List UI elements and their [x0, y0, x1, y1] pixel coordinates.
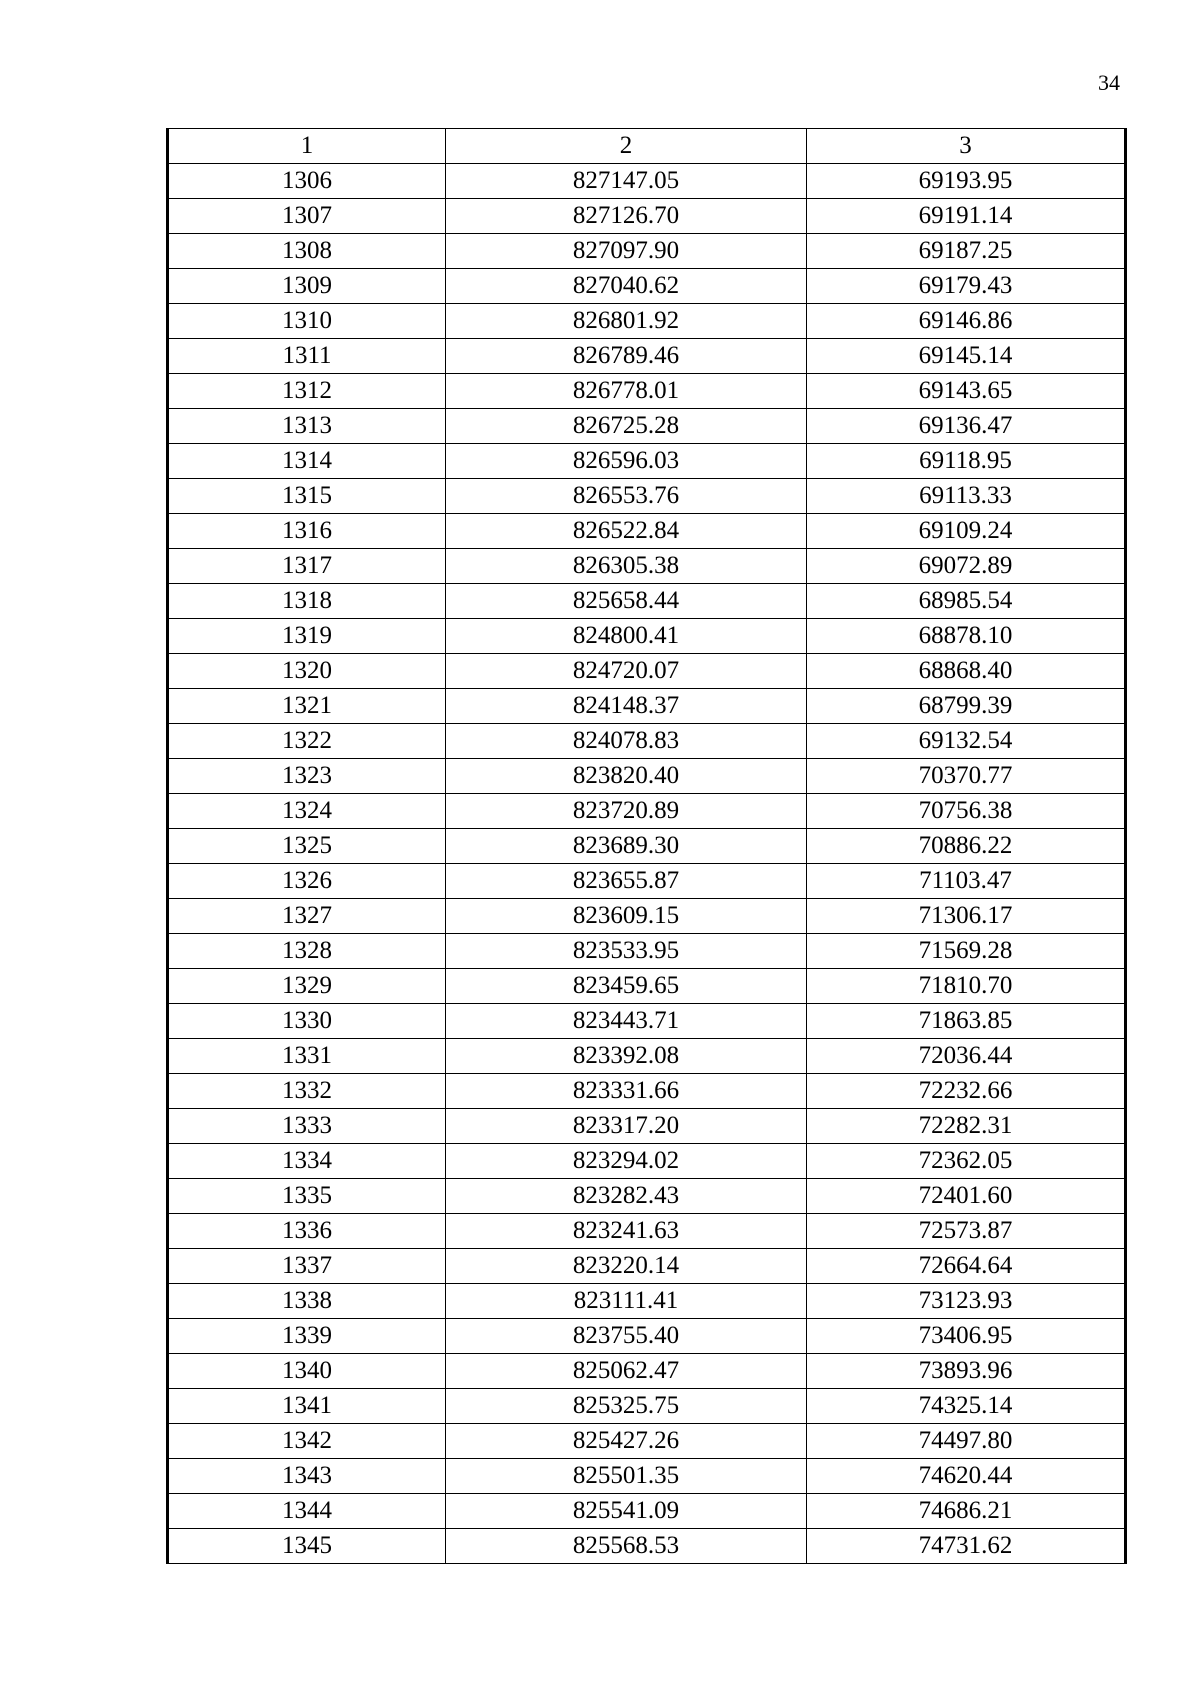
- table-cell-col-1: 1331: [168, 1039, 446, 1074]
- table-cell-col-1: 1336: [168, 1214, 446, 1249]
- table-cell-col-1: 1320: [168, 654, 446, 689]
- table-row: [168, 934, 1126, 969]
- table-cell-col-3: 69118.95: [807, 444, 1126, 479]
- table-cell-col-2: 823241.63: [446, 1214, 807, 1249]
- table-cell-col-3: 74620.44: [807, 1459, 1126, 1494]
- table-cell-col-3: 72573.87: [807, 1214, 1126, 1249]
- table-cell-col-1: 1324: [168, 794, 446, 829]
- table-cell-col-3: 71306.17: [807, 899, 1126, 934]
- table-row: [168, 199, 1126, 234]
- table-cell-col-1: 1313: [168, 409, 446, 444]
- table-cell-col-3: 71103.47: [807, 864, 1126, 899]
- table-cell-col-2: 823294.02: [446, 1144, 807, 1179]
- table-row: [168, 269, 1126, 304]
- table-cell-col-2: 823111.41: [446, 1284, 807, 1319]
- table-cell-col-2: 824720.07: [446, 654, 807, 689]
- table-row: [168, 969, 1126, 1004]
- table-cell-col-2: 823282.43: [446, 1179, 807, 1214]
- table-cell-col-1: 1306: [168, 164, 446, 199]
- table-cell-col-1: 1322: [168, 724, 446, 759]
- table-cell-col-3: 69187.25: [807, 234, 1126, 269]
- table-row: [168, 374, 1126, 409]
- table-cell-col-2: 825427.26: [446, 1424, 807, 1459]
- table-cell-col-2: 825062.47: [446, 1354, 807, 1389]
- table-cell-col-1: 1321: [168, 689, 446, 724]
- table-row: [168, 829, 1126, 864]
- table-row: [168, 164, 1126, 199]
- table-cell-col-2: 824148.37: [446, 689, 807, 724]
- table-row: [168, 1214, 1126, 1249]
- coordinates-table: [166, 128, 1127, 1564]
- table-row: [168, 234, 1126, 269]
- table-cell-col-2: 823443.71: [446, 1004, 807, 1039]
- table-row: [168, 1319, 1126, 1354]
- table-cell-col-3: 72282.31: [807, 1109, 1126, 1144]
- page-number: 34: [1098, 70, 1120, 95]
- table-cell-col-2: 826778.01: [446, 374, 807, 409]
- table-row: [168, 1284, 1126, 1319]
- table-cell-col-1: 1330: [168, 1004, 446, 1039]
- table-row: [168, 794, 1126, 829]
- table-cell-col-1: 1343: [168, 1459, 446, 1494]
- table-cell-col-2: 823720.89: [446, 794, 807, 829]
- table-row: [168, 479, 1126, 514]
- table-row: [168, 444, 1126, 479]
- table-cell-col-2: 825501.35: [446, 1459, 807, 1494]
- table-cell-col-1: 1334: [168, 1144, 446, 1179]
- table-cell-col-3: 69179.43: [807, 269, 1126, 304]
- table-cell-col-1: 1315: [168, 479, 446, 514]
- table-cell-col-3: 74497.80: [807, 1424, 1126, 1459]
- table-cell-col-3: 69146.86: [807, 304, 1126, 339]
- table-cell-col-3: 74731.62: [807, 1529, 1126, 1564]
- table-cell-col-1: 1310: [168, 304, 446, 339]
- table-row: [168, 724, 1126, 759]
- table-cell-col-1: 1328: [168, 934, 446, 969]
- table-cell-col-1: 1340: [168, 1354, 446, 1389]
- table-cell-col-2: 825568.53: [446, 1529, 807, 1564]
- table-cell-col-3: 68985.54: [807, 584, 1126, 619]
- table-row: [168, 899, 1126, 934]
- table-cell-col-3: 69193.95: [807, 164, 1126, 199]
- header-cell-1: 1: [168, 129, 446, 164]
- table-cell-col-2: 823755.40: [446, 1319, 807, 1354]
- table-cell-col-2: 827147.05: [446, 164, 807, 199]
- table-cell-col-1: 1312: [168, 374, 446, 409]
- table-row: [168, 1179, 1126, 1214]
- header-row: [168, 129, 1126, 164]
- table-row: [168, 619, 1126, 654]
- table-row: [168, 549, 1126, 584]
- table-cell-col-3: 73123.93: [807, 1284, 1126, 1319]
- table-cell-col-2: 823317.20: [446, 1109, 807, 1144]
- table-cell-col-2: 826596.03: [446, 444, 807, 479]
- table-cell-col-3: 71810.70: [807, 969, 1126, 1004]
- table-cell-col-1: 1337: [168, 1249, 446, 1284]
- table-cell-col-2: 827097.90: [446, 234, 807, 269]
- table-cell-col-2: 823533.95: [446, 934, 807, 969]
- table-cell-col-1: 1335: [168, 1179, 446, 1214]
- table-cell-col-1: 1317: [168, 549, 446, 584]
- table-cell-col-3: 69191.14: [807, 199, 1126, 234]
- table-cell-col-3: 69143.65: [807, 374, 1126, 409]
- table-cell-col-3: 70886.22: [807, 829, 1126, 864]
- table-cell-col-1: 1344: [168, 1494, 446, 1529]
- table-cell-col-1: 1329: [168, 969, 446, 1004]
- table-cell-col-3: 73893.96: [807, 1354, 1126, 1389]
- table-row: [168, 1039, 1126, 1074]
- table-row: [168, 1354, 1126, 1389]
- table-cell-col-3: 69113.33: [807, 479, 1126, 514]
- table-cell-col-2: 824800.41: [446, 619, 807, 654]
- table-cell-col-1: 1316: [168, 514, 446, 549]
- table-cell-col-2: 823331.66: [446, 1074, 807, 1109]
- table-row: [168, 1459, 1126, 1494]
- table-cell-col-2: 827040.62: [446, 269, 807, 304]
- table-cell-col-1: 1319: [168, 619, 446, 654]
- table-cell-col-1: 1307: [168, 199, 446, 234]
- table-cell-col-3: 69145.14: [807, 339, 1126, 374]
- table-cell-col-3: 74325.14: [807, 1389, 1126, 1424]
- table-cell-col-2: 823820.40: [446, 759, 807, 794]
- table-row: [168, 584, 1126, 619]
- table-row: [168, 1389, 1126, 1424]
- table-cell-col-2: 824078.83: [446, 724, 807, 759]
- table-row: [168, 1074, 1126, 1109]
- table-cell-col-2: 827126.70: [446, 199, 807, 234]
- table-cell-col-1: 1309: [168, 269, 446, 304]
- table-cell-col-3: 72401.60: [807, 1179, 1126, 1214]
- table-cell-col-3: 69132.54: [807, 724, 1126, 759]
- table-cell-col-2: 823220.14: [446, 1249, 807, 1284]
- table-row: [168, 304, 1126, 339]
- table-cell-col-2: 823609.15: [446, 899, 807, 934]
- table-cell-col-2: 825658.44: [446, 584, 807, 619]
- table-cell-col-1: 1314: [168, 444, 446, 479]
- table-cell-col-1: 1311: [168, 339, 446, 374]
- table-cell-col-3: 69109.24: [807, 514, 1126, 549]
- table-cell-col-1: 1325: [168, 829, 446, 864]
- table-cell-col-1: 1308: [168, 234, 446, 269]
- table-cell-col-3: 71569.28: [807, 934, 1126, 969]
- table-cell-col-1: 1345: [168, 1529, 446, 1564]
- table-cell-col-3: 72664.64: [807, 1249, 1126, 1284]
- table-cell-col-1: 1333: [168, 1109, 446, 1144]
- table-cell-col-2: 826789.46: [446, 339, 807, 374]
- table-row: [168, 1004, 1126, 1039]
- table-cell-col-2: 823392.08: [446, 1039, 807, 1074]
- table-cell-col-2: 825325.75: [446, 1389, 807, 1424]
- table-row: [168, 654, 1126, 689]
- table-cell-col-1: 1323: [168, 759, 446, 794]
- table-cell-col-3: 70370.77: [807, 759, 1126, 794]
- table-cell-col-3: 73406.95: [807, 1319, 1126, 1354]
- table-row: [168, 1109, 1126, 1144]
- table-row: [168, 339, 1126, 374]
- table-cell-col-3: 70756.38: [807, 794, 1126, 829]
- table-row: [168, 1529, 1126, 1564]
- table-body: [168, 164, 1126, 1564]
- table-row: [168, 864, 1126, 899]
- table-row: [168, 514, 1126, 549]
- table-cell-col-2: 826305.38: [446, 549, 807, 584]
- table-cell-col-3: 68878.10: [807, 619, 1126, 654]
- header-cell-2: 2: [446, 129, 807, 164]
- table-cell-col-1: 1326: [168, 864, 446, 899]
- table-cell-col-3: 69072.89: [807, 549, 1126, 584]
- table-row: [168, 1249, 1126, 1284]
- table-cell-col-3: 72362.05: [807, 1144, 1126, 1179]
- table-cell-col-1: 1341: [168, 1389, 446, 1424]
- table-row: [168, 1144, 1126, 1179]
- table-cell-col-1: 1327: [168, 899, 446, 934]
- header-cell-3: 3: [807, 129, 1126, 164]
- table-row: [168, 1424, 1126, 1459]
- table-cell-col-3: 72232.66: [807, 1074, 1126, 1109]
- table-cell-col-2: 826801.92: [446, 304, 807, 339]
- table-header: [168, 129, 1126, 164]
- table-cell-col-3: 69136.47: [807, 409, 1126, 444]
- table-cell-col-1: 1332: [168, 1074, 446, 1109]
- table-row: [168, 409, 1126, 444]
- table-cell-col-3: 74686.21: [807, 1494, 1126, 1529]
- table-cell-col-2: 823655.87: [446, 864, 807, 899]
- table-cell-col-3: 68868.40: [807, 654, 1126, 689]
- table-cell-col-3: 68799.39: [807, 689, 1126, 724]
- table-row: [168, 689, 1126, 724]
- table-cell-col-2: 825541.09: [446, 1494, 807, 1529]
- table-cell-col-1: 1318: [168, 584, 446, 619]
- table-cell-col-1: 1338: [168, 1284, 446, 1319]
- table-cell-col-2: 826522.84: [446, 514, 807, 549]
- table-cell-col-1: 1339: [168, 1319, 446, 1354]
- table-cell-col-3: 72036.44: [807, 1039, 1126, 1074]
- table-row: [168, 759, 1126, 794]
- table-cell-col-2: 823689.30: [446, 829, 807, 864]
- table-cell-col-1: 1342: [168, 1424, 446, 1459]
- table-cell-col-2: 826553.76: [446, 479, 807, 514]
- table-row: [168, 1494, 1126, 1529]
- table-cell-col-2: 826725.28: [446, 409, 807, 444]
- table-cell-col-3: 71863.85: [807, 1004, 1126, 1039]
- table-cell-col-2: 823459.65: [446, 969, 807, 1004]
